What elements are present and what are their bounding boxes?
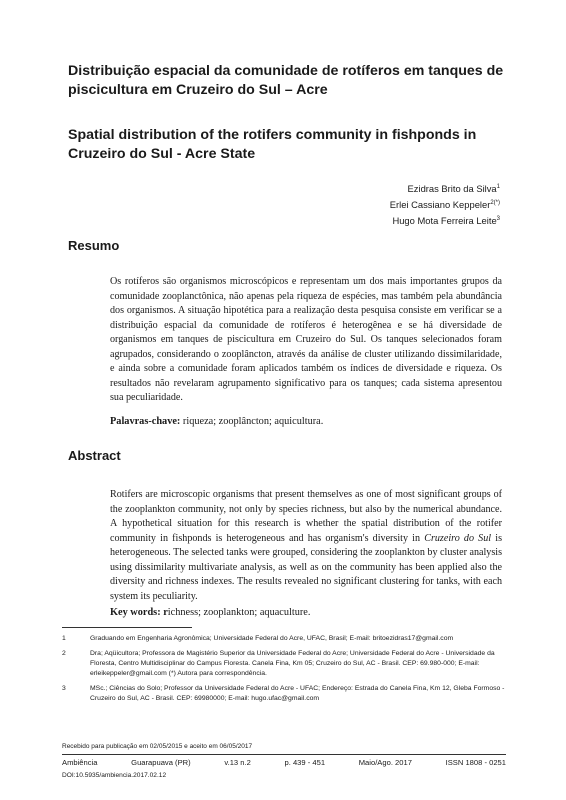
footnote-2 xyxy=(62,649,506,679)
footnote-text: Dra; Aqüicultora; Professora de Magistério Superior da Universidade Federal do Acre; Universidade Federal do Acre - Universidade da Floresta, Centro Multidisciplinar do Campus Floresta. Canela Fina, Km 05; Cruzeiro do Sul, AC - Brasil. CEP: 69.980-000; E-mail: erleikeppeler@gmail.com (*) Autora para correspondência. xyxy=(90,650,495,677)
keywords-label: Palavras-chave: xyxy=(110,416,181,427)
abstract-keywords xyxy=(110,607,310,618)
author-3 xyxy=(390,212,500,228)
received-date: Recebido para publicação em 02/05/2015 e aceito em 06/05/2017 xyxy=(62,743,253,750)
author-2 xyxy=(390,196,500,212)
keywords-label: Key words: r xyxy=(110,607,168,618)
footnote-number: 2 xyxy=(62,650,66,657)
footnote-3 xyxy=(62,684,506,704)
footer-divider xyxy=(62,754,506,755)
author-1 xyxy=(390,180,500,196)
author-list xyxy=(390,180,500,228)
author-name: Ezidras Brito da Silva xyxy=(407,183,497,195)
author-name: Hugo Mota Ferreira Leite xyxy=(392,215,497,227)
author-affiliation-mark: 1 xyxy=(496,184,500,190)
journal-name: Ambiência xyxy=(62,758,98,767)
footnote-text: Graduando em Engenharia Agronômica; Universidade Federal do Acre, UFAC, Brasil; E-mail: britoezidras17@gmail.com xyxy=(90,635,454,642)
author-affiliation-mark: 2(*) xyxy=(490,200,500,207)
issn: ISSN 1808 - 0251 xyxy=(445,758,506,767)
title-portuguese: Distribuição espacial da comunidade de rotíferos em tanques de piscicultura em Cruzeiro do Sul – Acre xyxy=(68,63,504,98)
footnote-text: MSc.; Ciências do Solo; Professor da Universidade Federal do Acre - UFAC; Endereço: Estrada do Canela Fina, Km 12, Gleba Formoso - Cruzeiro do Sul, AC - Brasil. CEP: 69980000; E-mail: hugo.ufac@gmail.com xyxy=(90,685,505,702)
abstract-heading: Abstract xyxy=(68,448,121,463)
abstract-text-italic: Cruzeiro do Sul xyxy=(424,532,492,544)
footnote-number: 1 xyxy=(62,635,66,642)
resumo-text: Os rotíferos são organismos microscópicos e representam um dos mais importantes grupos da comunidade zooplanctônica, não apenas pela riqueza de espécies, mas também pela abundância dos organismos. A situação hipotética para a realização desta pesquisa consiste em verificar se a distribuição espacial da comunidade de rotíferos é heterogênea e se há diversidade de organismos em tanques de piscicultura em Cruzeiro do Sul. Os tanques selecionados foram agrupados, considerando o zooplâncton, através da análise de cluster utilizando dissimilaridade, e ainda sobre a comunidade foram aplicados também os índices de diversidade e riqueza. Os resultados não revelaram agrupamento significativo para os tanques; cada sistema apresentou sua peculiaridade. xyxy=(110,276,502,403)
abstract-text xyxy=(110,488,502,604)
footnote-1 xyxy=(62,634,506,644)
publication-date: Maio/Ago. 2017 xyxy=(358,758,412,767)
footnotes xyxy=(62,634,506,709)
author-affiliation-mark: 3 xyxy=(496,216,500,223)
keywords-text: riqueza; zooplâncton; aquicultura. xyxy=(180,416,324,427)
page-range: p. 439 - 451 xyxy=(284,758,326,767)
abstract-text-part-1: Rotifers are microscopic organisms that present themselves as one of most significant groups of the zooplankton community, not only by species richness, but also by the numerical abundance. A hypothetical situation for this research is whether the spatial distribution of the rotifer community in fishponds is heterogeneous and has organism's diversity in xyxy=(110,489,502,544)
footnote-number: 3 xyxy=(62,685,66,692)
journal-city: Guarapuava (PR) xyxy=(131,758,191,767)
title-english: Spatial distribution of the rotifers community in fishponds in Cruzeiro do Sul - Acre State xyxy=(68,127,477,162)
doi: DOI:10.5935/ambiencia.2017.02.12 xyxy=(62,772,167,779)
journal-volume: v.13 n.2 xyxy=(224,758,251,767)
abstract-text-part-2: is heterogeneous. The selected tanks were grouped, considering the zooplankton by cluster analysis using dissimilarity multivariate analysis, as well as on the community has been applied also the diversity and richness indexes. The results revealed no significant clustering for tanks, with each system its peculiarity. xyxy=(110,532,503,602)
resumo-heading: Resumo xyxy=(68,238,120,253)
resumo-keywords xyxy=(110,416,323,427)
author-name: Erlei Cassiano Keppeler xyxy=(389,199,491,211)
footnote-divider xyxy=(62,627,192,628)
page-footer xyxy=(62,758,506,767)
keywords-text: ichness; zooplankton; aquaculture. xyxy=(167,607,311,618)
